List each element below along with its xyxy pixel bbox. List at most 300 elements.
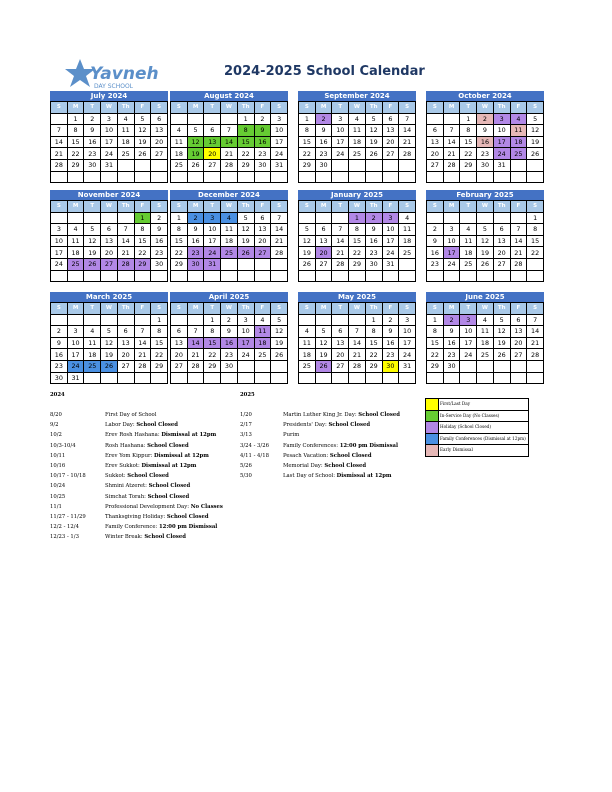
event-date: 3/24 - 3/26 [240, 442, 269, 449]
empty-cell [510, 360, 527, 372]
day-cell: 16 [365, 235, 382, 247]
day-cell: 9 [365, 224, 382, 236]
empty-cell [151, 372, 168, 384]
event-name [105, 420, 178, 430]
empty-cell [84, 314, 101, 326]
events-2024 [50, 392, 223, 542]
weekday-header: S [427, 102, 444, 114]
day-cell: 5 [237, 212, 254, 224]
month-title: November 2024 [50, 190, 168, 200]
event-date: 10/2 [50, 432, 62, 439]
weekday-header: W [101, 102, 118, 114]
weekday-header: M [315, 303, 332, 315]
event-name [283, 451, 372, 461]
day-cell: 8 [460, 125, 477, 137]
day-cell: 24 [332, 148, 349, 160]
day-cell: 6 [101, 224, 118, 236]
weekday-header: Th [365, 303, 382, 315]
day-cell: 28 [187, 360, 204, 372]
day-cell: 12 [315, 337, 332, 349]
day-cell: 6 [171, 326, 188, 338]
weekday-header: F [382, 303, 399, 315]
event-row [50, 502, 223, 512]
empty-cell [117, 212, 134, 224]
weekday-header: M [315, 102, 332, 114]
day-cell: 25 [510, 148, 527, 160]
day-cell: 17 [382, 235, 399, 247]
empty-cell [510, 372, 527, 384]
day-cell: 2 [382, 314, 399, 326]
legend [425, 398, 529, 457]
day-cell: 4 [254, 314, 271, 326]
day-cell: 22 [527, 247, 544, 259]
day-cell: 13 [510, 326, 527, 338]
event-name [105, 471, 169, 481]
day-cell: 22 [460, 148, 477, 160]
empty-cell [332, 314, 349, 326]
day-cell: 14 [510, 235, 527, 247]
weekday-header: Th [493, 102, 510, 114]
day-cell: 21 [399, 136, 416, 148]
event-text: Erev Sukkot: [105, 462, 142, 469]
day-cell: 5 [493, 314, 510, 326]
day-cell: 19 [134, 136, 151, 148]
empty-cell [271, 360, 288, 372]
day-cell: 31 [382, 258, 399, 270]
day-cell: 12 [477, 235, 494, 247]
event-status: School Closed [127, 473, 169, 480]
day-cell: 2 [477, 113, 494, 125]
month-title: April 2025 [170, 292, 288, 302]
day-cell: 26 [134, 148, 151, 160]
event-status: School Closed [328, 422, 371, 429]
weekday-header: M [187, 102, 204, 114]
empty-cell [493, 360, 510, 372]
empty-cell [365, 171, 382, 183]
day-cell: 7 [349, 326, 366, 338]
event-text: Thanksgiving Holiday: [105, 513, 167, 520]
day-cell: 19 [365, 136, 382, 148]
event-text: Labor Day: [105, 422, 137, 429]
month-title: January 2025 [298, 190, 416, 200]
day-cell: 5 [84, 224, 101, 236]
weekday-header: F [254, 102, 271, 114]
empty-cell [332, 270, 349, 282]
day-cell: 29 [134, 258, 151, 270]
weekday-header: F [510, 102, 527, 114]
month-calendar [50, 91, 168, 183]
empty-cell [237, 360, 254, 372]
day-cell: 5 [315, 326, 332, 338]
day-cell: 18 [399, 235, 416, 247]
event-name [105, 410, 156, 420]
logo-subtitle: DAY SCHOOL [94, 83, 134, 90]
day-cell: 24 [101, 148, 118, 160]
month-calendar [50, 190, 168, 282]
month-calendar [50, 292, 168, 384]
empty-cell [101, 372, 118, 384]
empty-cell [117, 372, 134, 384]
day-cell: 1 [427, 314, 444, 326]
empty-cell [349, 372, 366, 384]
event-row [240, 461, 367, 471]
day-cell: 8 [134, 224, 151, 236]
day-cell: 9 [443, 326, 460, 338]
weekday-header: Th [237, 303, 254, 315]
day-cell: 3 [382, 212, 399, 224]
day-cell: 11 [460, 235, 477, 247]
day-cell: 14 [443, 136, 460, 148]
day-cell: 1 [67, 113, 84, 125]
day-cell: 3 [493, 113, 510, 125]
event-name [105, 451, 209, 461]
day-cell: 19 [477, 247, 494, 259]
day-cell: 21 [187, 349, 204, 361]
day-cell: 23 [315, 148, 332, 160]
event-text: Erev Yom Kippur: [105, 452, 154, 459]
day-cell: 14 [117, 235, 134, 247]
day-cell: 8 [67, 125, 84, 137]
empty-cell [510, 212, 527, 224]
day-cell: 12 [299, 235, 316, 247]
weekday-header: S [151, 303, 168, 315]
empty-cell [171, 314, 188, 326]
day-cell: 25 [171, 159, 188, 171]
day-cell: 10 [67, 337, 84, 349]
day-cell: 28 [443, 159, 460, 171]
day-cell: 19 [493, 337, 510, 349]
day-cell: 11 [221, 224, 238, 236]
weekday-header: Th [237, 102, 254, 114]
day-cell: 6 [254, 212, 271, 224]
day-cell: 9 [187, 224, 204, 236]
day-cell: 3 [101, 113, 118, 125]
empty-cell [493, 270, 510, 282]
weekday-header: M [67, 303, 84, 315]
month-calendar [170, 292, 288, 384]
month-calendar [170, 190, 288, 282]
day-cell: 10 [237, 326, 254, 338]
day-cell: 7 [187, 326, 204, 338]
weekday-header: S [171, 303, 188, 315]
event-text: Professional Development Day: [105, 503, 191, 510]
empty-cell [151, 159, 168, 171]
day-cell: 22 [237, 148, 254, 160]
empty-cell [477, 171, 494, 183]
weekday-header: W [101, 303, 118, 315]
events-year-2025: 2025 [240, 392, 255, 398]
logo-name: Yavneh [90, 64, 159, 84]
day-cell: 20 [493, 247, 510, 259]
event-row [240, 420, 371, 430]
event-row [50, 410, 157, 420]
empty-cell [349, 314, 366, 326]
day-cell: 15 [204, 337, 221, 349]
day-cell: 11 [171, 136, 188, 148]
day-cell: 7 [527, 314, 544, 326]
empty-cell [187, 314, 204, 326]
weekday-header: T [84, 303, 101, 315]
day-cell: 15 [427, 337, 444, 349]
event-status: 12:00 pm Dismissal [158, 524, 218, 531]
event-row [50, 461, 197, 471]
weekday-header: S [151, 102, 168, 114]
day-cell: 14 [271, 224, 288, 236]
day-cell: 13 [117, 337, 134, 349]
event-date: 11/1 [50, 503, 62, 510]
day-cell: 16 [477, 136, 494, 148]
day-cell: 22 [67, 148, 84, 160]
day-cell: 12 [365, 125, 382, 137]
empty-cell [187, 372, 204, 384]
day-cell: 26 [299, 258, 316, 270]
day-cell: 8 [151, 326, 168, 338]
empty-cell [477, 360, 494, 372]
day-cell: 21 [51, 148, 68, 160]
day-cell: 2 [315, 113, 332, 125]
day-cell: 31 [101, 159, 118, 171]
day-cell: 8 [349, 224, 366, 236]
day-cell: 24 [493, 148, 510, 160]
event-status: School Closed [166, 513, 209, 520]
day-cell: 5 [477, 224, 494, 236]
empty-cell [527, 258, 544, 270]
day-cell: 4 [299, 326, 316, 338]
day-cell: 27 [510, 349, 527, 361]
day-cell: 8 [204, 326, 221, 338]
day-cell: 12 [527, 125, 544, 137]
day-cell: 30 [221, 360, 238, 372]
day-cell: 25 [349, 148, 366, 160]
day-cell: 20 [117, 349, 134, 361]
day-cell: 6 [117, 326, 134, 338]
day-cell: 27 [151, 148, 168, 160]
event-name [105, 512, 209, 522]
month-title: June 2025 [426, 292, 544, 302]
weekday-header: W [221, 303, 238, 315]
empty-cell [349, 270, 366, 282]
day-cell: 15 [365, 337, 382, 349]
empty-cell [365, 159, 382, 171]
empty-cell [527, 171, 544, 183]
month-calendar [298, 91, 416, 183]
month-title: September 2024 [298, 91, 416, 101]
day-cell: 17 [443, 247, 460, 259]
day-cell: 7 [117, 224, 134, 236]
day-cell: 3 [271, 113, 288, 125]
day-cell: 7 [271, 212, 288, 224]
empty-cell [187, 270, 204, 282]
weekday-header: W [477, 303, 494, 315]
empty-cell [187, 171, 204, 183]
day-cell: 15 [67, 136, 84, 148]
day-cell: 10 [332, 125, 349, 137]
month-calendar [426, 91, 544, 183]
day-cell: 14 [51, 136, 68, 148]
day-cell: 18 [460, 247, 477, 259]
day-cell: 23 [221, 349, 238, 361]
weekday-header: M [443, 102, 460, 114]
day-cell: 28 [332, 258, 349, 270]
day-cell: 18 [510, 136, 527, 148]
event-row [50, 532, 186, 542]
day-cell: 10 [460, 326, 477, 338]
weekday-header: T [84, 201, 101, 213]
day-cell: 26 [527, 148, 544, 160]
empty-cell [254, 372, 271, 384]
empty-cell [399, 159, 416, 171]
empty-cell [299, 314, 316, 326]
day-cell: 18 [349, 136, 366, 148]
day-cell: 11 [299, 337, 316, 349]
day-cell: 16 [315, 136, 332, 148]
empty-cell [427, 270, 444, 282]
empty-cell [382, 270, 399, 282]
empty-cell [427, 113, 444, 125]
event-text: Memorial Day: [283, 462, 325, 469]
weekday-header: F [382, 201, 399, 213]
event-row [50, 481, 191, 491]
empty-cell [271, 270, 288, 282]
day-cell: 31 [271, 159, 288, 171]
empty-cell [134, 314, 151, 326]
empty-cell [460, 372, 477, 384]
day-cell: 6 [204, 125, 221, 137]
day-cell: 24 [237, 349, 254, 361]
event-status: No Classes [190, 503, 223, 510]
day-cell: 18 [477, 337, 494, 349]
empty-cell [299, 212, 316, 224]
day-cell: 9 [84, 125, 101, 137]
day-cell: 7 [332, 224, 349, 236]
day-cell: 5 [271, 314, 288, 326]
empty-cell [84, 171, 101, 183]
day-cell: 9 [254, 125, 271, 137]
weekday-header: T [204, 102, 221, 114]
day-cell: 8 [365, 326, 382, 338]
weekday-header: M [187, 201, 204, 213]
day-cell: 12 [134, 125, 151, 137]
day-cell: 30 [477, 159, 494, 171]
day-cell: 11 [254, 326, 271, 338]
event-text: Purim [283, 432, 300, 439]
event-row [240, 451, 372, 461]
day-cell: 23 [477, 148, 494, 160]
day-cell: 28 [134, 360, 151, 372]
weekday-header: T [332, 201, 349, 213]
month-title: October 2024 [426, 91, 544, 101]
day-cell: 18 [171, 148, 188, 160]
legend-swatch [426, 422, 439, 434]
day-cell: 29 [460, 159, 477, 171]
day-cell: 13 [254, 224, 271, 236]
event-row [240, 430, 300, 440]
empty-cell [315, 314, 332, 326]
event-row [240, 441, 398, 451]
weekday-header: Th [117, 102, 134, 114]
event-row [50, 430, 217, 440]
day-cell: 2 [254, 113, 271, 125]
day-cell: 1 [204, 314, 221, 326]
day-cell: 5 [101, 326, 118, 338]
day-cell: 24 [204, 247, 221, 259]
day-cell: 18 [67, 247, 84, 259]
weekday-header: S [527, 102, 544, 114]
event-row [50, 492, 190, 502]
day-cell: 2 [84, 113, 101, 125]
weekday-header: T [460, 201, 477, 213]
empty-cell [117, 171, 134, 183]
day-cell: 20 [254, 235, 271, 247]
event-date: 5/26 [240, 462, 252, 469]
event-text: Pesach Vacation: [283, 452, 330, 459]
empty-cell [510, 270, 527, 282]
day-cell: 30 [84, 159, 101, 171]
day-cell: 8 [299, 125, 316, 137]
weekday-header: Th [493, 201, 510, 213]
weekday-header: Th [117, 303, 134, 315]
day-cell: 17 [399, 337, 416, 349]
empty-cell [51, 314, 68, 326]
day-cell: 28 [349, 360, 366, 372]
day-cell: 5 [134, 113, 151, 125]
day-cell: 23 [187, 247, 204, 259]
event-text: Presidents' Day: [283, 422, 329, 429]
day-cell: 11 [510, 125, 527, 137]
weekday-header: F [510, 201, 527, 213]
empty-cell [427, 212, 444, 224]
month-title: May 2025 [298, 292, 416, 302]
day-cell: 15 [237, 136, 254, 148]
day-cell: 30 [382, 360, 399, 372]
day-cell: 10 [271, 125, 288, 137]
day-cell: 13 [204, 136, 221, 148]
day-cell: 16 [254, 136, 271, 148]
day-cell: 16 [84, 136, 101, 148]
day-cell: 1 [299, 113, 316, 125]
event-date: 1/20 [240, 412, 252, 418]
event-name [105, 481, 190, 491]
day-cell: 13 [315, 235, 332, 247]
event-status: 12:00 pm Dismissal [339, 442, 398, 449]
event-text: Shmini Atzeret: [105, 483, 149, 490]
day-cell: 17 [271, 136, 288, 148]
weekday-header: T [332, 303, 349, 315]
day-cell: 16 [51, 349, 68, 361]
day-cell: 20 [510, 337, 527, 349]
empty-cell [493, 171, 510, 183]
event-status: School Closed [147, 442, 189, 449]
day-cell: 26 [101, 360, 118, 372]
empty-cell [299, 270, 316, 282]
event-name [105, 532, 186, 542]
events-year-2024: 2024 [50, 392, 65, 398]
empty-cell [51, 171, 68, 183]
month-title: December 2024 [170, 190, 288, 200]
day-cell: 12 [237, 224, 254, 236]
day-cell: 6 [427, 125, 444, 137]
day-cell: 20 [382, 136, 399, 148]
day-cell: 27 [382, 148, 399, 160]
day-cell: 9 [315, 125, 332, 137]
event-row [50, 512, 209, 522]
event-status: School Closed [147, 493, 190, 500]
day-cell: 2 [151, 212, 168, 224]
empty-cell [84, 270, 101, 282]
day-cell: 1 [134, 212, 151, 224]
day-cell: 16 [382, 337, 399, 349]
event-name [283, 430, 299, 440]
